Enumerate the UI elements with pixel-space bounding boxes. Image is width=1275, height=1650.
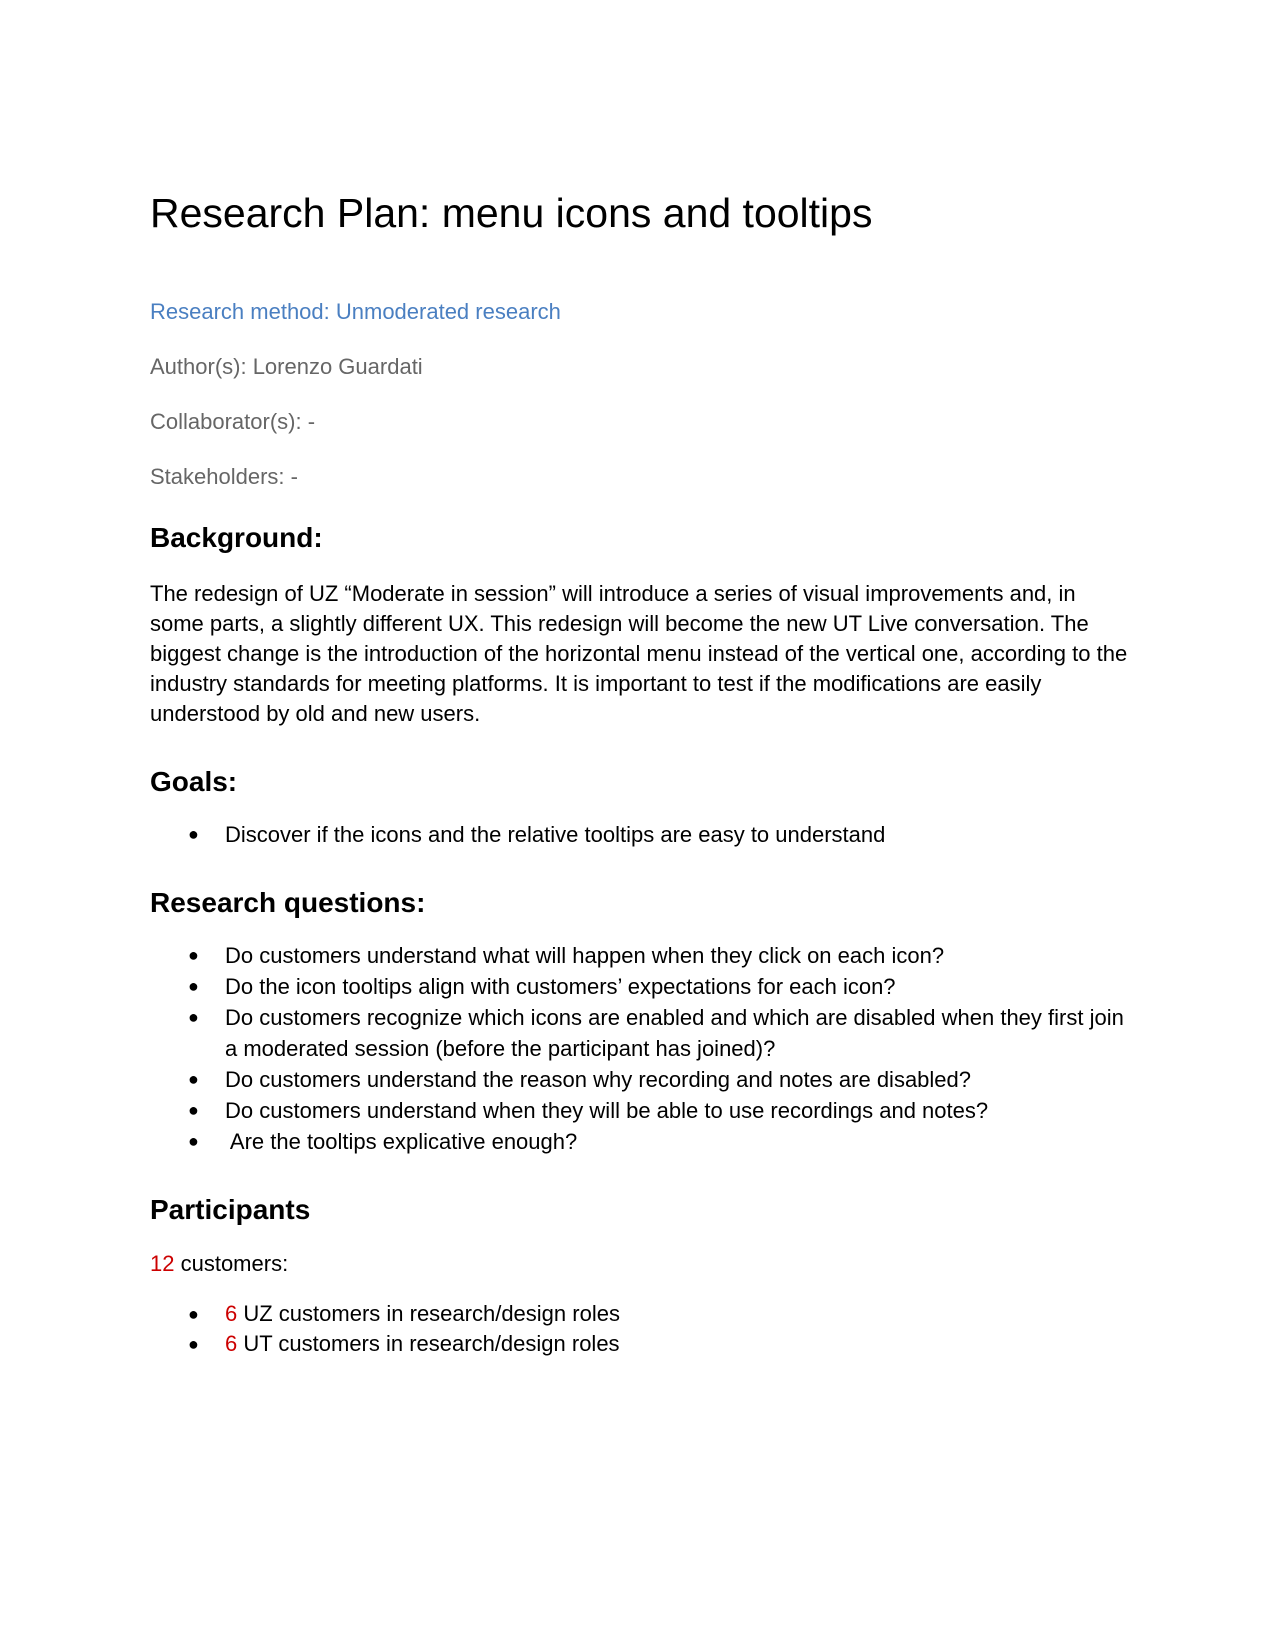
question-text: Do the icon tooltips align with customers’ expectations for each icon? xyxy=(225,974,896,999)
question-text: Do customers understand when they will be able to use recordings and notes? xyxy=(225,1098,989,1123)
list-item xyxy=(150,1095,1130,1126)
goal-text: Discover if the icons and the relative tooltips are easy to understand xyxy=(225,822,886,847)
list-item xyxy=(150,819,1130,850)
group-count: 6 xyxy=(225,1331,238,1356)
list-item xyxy=(150,971,1130,1002)
list-item xyxy=(150,1064,1130,1095)
stakeholders: Stakeholders: - xyxy=(150,464,298,489)
list-item xyxy=(150,940,1130,971)
question-text: Do customers recognize which icons are enabled and which are disabled when they first join a moderated session (before the participant has joined)? xyxy=(225,1005,1124,1061)
bullet-icon: ● xyxy=(188,1100,199,1120)
participants-summary xyxy=(150,1249,1130,1279)
document-content xyxy=(150,188,1130,1359)
group-label: UT customers in research/design roles xyxy=(237,1331,620,1356)
group-label: UZ customers in research/design roles xyxy=(237,1301,620,1326)
bullet-icon: ● xyxy=(188,1007,199,1027)
question-text: Are the tooltips explicative enough? xyxy=(225,1129,578,1154)
document-title: Research Plan: menu icons and tooltips xyxy=(150,190,873,236)
bullet-icon: ● xyxy=(188,1334,199,1354)
bullet-icon: ● xyxy=(188,824,199,844)
goals-list xyxy=(150,819,1130,850)
bullet-icon: ● xyxy=(188,945,199,965)
list-item xyxy=(150,1002,1130,1064)
research-questions-heading: Research questions: xyxy=(150,887,426,918)
question-text: Do customers understand the reason why recording and notes are disabled? xyxy=(225,1067,972,1092)
participants-heading: Participants xyxy=(150,1194,311,1225)
participants-total-label: customers: xyxy=(174,1251,289,1276)
bullet-icon: ● xyxy=(188,1131,199,1151)
list-item xyxy=(150,1329,1130,1359)
research-questions-list xyxy=(150,940,1130,1157)
participants-total-count: 12 xyxy=(150,1251,175,1276)
authors: Author(s): Lorenzo Guardati xyxy=(150,354,423,379)
group-count: 6 xyxy=(225,1301,238,1326)
participants-list xyxy=(150,1299,1130,1359)
question-text: Do customers understand what will happen when they click on each icon? xyxy=(225,943,945,968)
bullet-icon: ● xyxy=(188,976,199,996)
bullet-icon: ● xyxy=(188,1304,199,1324)
research-method: Research method: Unmoderated research xyxy=(150,299,561,324)
list-item xyxy=(150,1126,1130,1157)
list-item xyxy=(150,1299,1130,1329)
background-text: The redesign of UZ “Moderate in session” will introduce a series of visual improvements and, in some parts, a slightly different UX. This redesign will become the new UT Live conversation. The biggest change is the introduction of the horizontal menu instead of the vertical one, according to the industry standards for meeting platforms. It is important to test if the modifications are easily understood by old and new users. xyxy=(150,581,1128,726)
background-heading: Background: xyxy=(150,522,323,553)
collaborators: Collaborator(s): - xyxy=(150,409,316,434)
goals-heading: Goals: xyxy=(150,766,238,797)
bullet-icon: ● xyxy=(188,1069,199,1089)
